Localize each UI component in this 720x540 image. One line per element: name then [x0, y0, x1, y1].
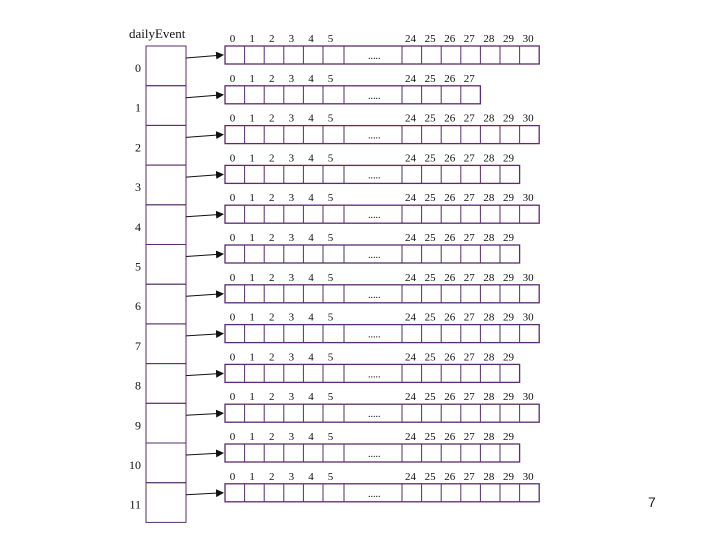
day-index-label: 26 — [444, 271, 456, 284]
day-index-label: 25 — [424, 33, 436, 45]
month-index-label: 10 — [129, 458, 141, 472]
day-index-label: 4 — [308, 351, 314, 364]
ellipsis-label: ..... — [368, 369, 381, 381]
daily-event-cell — [146, 165, 186, 205]
ellipsis-label: ..... — [368, 449, 381, 460]
pointer-arrow — [186, 95, 223, 98]
day-index-label: 3 — [288, 33, 295, 45]
slide-number: 7 — [648, 494, 656, 510]
day-index-label: 4 — [308, 232, 314, 244]
day-index-label: 5 — [327, 33, 334, 45]
day-index-label: 26 — [444, 72, 456, 85]
day-index-label: 28 — [483, 192, 495, 205]
day-index-label: 2 — [269, 152, 275, 165]
day-index-label: 1 — [249, 431, 255, 443]
month-array-row — [186, 232, 520, 263]
day-index-label: 1 — [249, 271, 255, 284]
day-index-label: 3 — [288, 192, 295, 205]
day-index-label: 3 — [288, 311, 295, 324]
day-index-label: 26 — [444, 431, 456, 443]
day-index-label: 5 — [327, 311, 334, 324]
day-index-label: 30 — [522, 192, 534, 205]
day-index-label: 1 — [249, 311, 255, 324]
day-index-label: 26 — [444, 33, 456, 45]
day-index-label: 30 — [522, 271, 534, 284]
pointer-arrow — [186, 373, 223, 375]
day-index-label: 24 — [405, 192, 416, 205]
day-index-label: 26 — [444, 311, 456, 324]
day-index-label: 29 — [503, 152, 514, 165]
daily-event-cell — [146, 284, 186, 324]
day-index-label: 2 — [269, 112, 275, 125]
month-array-box — [225, 86, 480, 104]
daily-event-cell — [146, 86, 186, 126]
pointer-arrow — [186, 294, 223, 296]
day-index-label: 4 — [308, 152, 314, 165]
day-index-label: 30 — [522, 33, 534, 45]
day-index-label: 24 — [405, 311, 416, 324]
month-index-label: 11 — [129, 497, 141, 512]
day-index-label: 0 — [229, 33, 236, 45]
month-index-label: 9 — [135, 418, 141, 433]
day-index-label: 24 — [405, 271, 416, 284]
day-index-label: 5 — [327, 391, 334, 404]
day-index-label: 24 — [405, 33, 416, 45]
day-index-label: 27 — [463, 112, 475, 125]
day-index-label: 4 — [308, 470, 314, 483]
day-index-label: 3 — [288, 232, 295, 244]
month-array-row — [186, 351, 520, 382]
day-index-label: 5 — [327, 152, 334, 165]
day-index-label: 0 — [229, 72, 236, 85]
month-index-label: 7 — [135, 338, 141, 353]
day-index-label: 29 — [503, 232, 514, 244]
day-index-label: 25 — [424, 152, 436, 165]
day-index-label: 28 — [483, 311, 495, 324]
day-index-label: 27 — [463, 431, 475, 443]
daily-event-cell — [146, 403, 186, 443]
day-index-label: 25 — [424, 112, 436, 125]
day-index-label: 30 — [522, 112, 534, 125]
daily-event-cell — [146, 46, 186, 86]
day-index-label: 4 — [308, 33, 314, 45]
day-index-label: 26 — [444, 192, 456, 205]
day-index-label: 1 — [249, 192, 255, 205]
month-index-label: 6 — [135, 299, 141, 314]
day-index-label: 28 — [483, 33, 495, 45]
day-index-label: 0 — [229, 112, 236, 125]
month-array-row — [186, 431, 520, 462]
day-index-label: 0 — [229, 470, 236, 483]
day-index-label: 4 — [308, 311, 314, 324]
month-index-label: 1 — [135, 100, 141, 115]
day-index-label: 29 — [503, 33, 514, 45]
month-array-box — [225, 205, 539, 223]
pointer-arrow — [186, 413, 223, 415]
day-index-label: 4 — [308, 431, 314, 443]
day-index-label: 5 — [327, 431, 334, 443]
day-index-label: 3 — [288, 152, 295, 165]
day-index-label: 24 — [405, 470, 416, 483]
day-index-label: 25 — [424, 470, 436, 483]
day-index-label: 27 — [463, 391, 475, 404]
day-index-label: 27 — [463, 72, 475, 85]
day-index-label: 0 — [229, 232, 236, 244]
ellipsis-label: ..... — [368, 488, 381, 500]
day-index-label: 28 — [483, 470, 495, 483]
day-index-label: 2 — [269, 311, 275, 324]
ellipsis-label: ..... — [368, 329, 381, 341]
month-index-label: 8 — [135, 378, 141, 393]
month-array-box — [225, 46, 539, 64]
day-index-label: 5 — [327, 271, 334, 284]
month-index-label: 4 — [135, 219, 141, 234]
month-index-label: 2 — [135, 140, 141, 155]
month-array-row — [186, 192, 539, 223]
day-index-label: 1 — [249, 33, 255, 45]
day-index-label: 28 — [483, 351, 495, 364]
array-label: dailyEvent — [129, 26, 186, 41]
day-index-label: 3 — [288, 431, 295, 443]
day-index-label: 2 — [269, 72, 275, 85]
day-index-label: 26 — [444, 112, 456, 125]
month-array-row — [186, 152, 520, 183]
day-index-label: 0 — [229, 351, 236, 364]
daily-event-cell — [146, 483, 186, 523]
daily-event-cell — [146, 245, 186, 285]
day-index-label: 29 — [503, 112, 514, 125]
day-index-label: 27 — [463, 470, 475, 483]
day-index-label: 25 — [424, 311, 436, 324]
day-index-label: 29 — [503, 351, 514, 364]
day-index-label: 3 — [288, 112, 295, 125]
month-arrays — [186, 33, 539, 502]
ellipsis-label: ..... — [368, 409, 381, 421]
day-index-label: 3 — [288, 391, 295, 404]
day-index-label: 24 — [405, 112, 416, 125]
day-index-label: 24 — [405, 152, 416, 165]
ellipsis-label: ..... — [368, 170, 381, 182]
day-index-label: 27 — [463, 232, 475, 244]
month-array-box — [225, 484, 539, 502]
daily-event-cell — [146, 205, 186, 245]
day-index-label: 0 — [229, 271, 236, 284]
day-index-label: 1 — [249, 112, 255, 125]
pointer-arrow — [186, 453, 223, 455]
month-array-row — [186, 471, 539, 502]
pointer-arrow — [186, 135, 223, 138]
day-index-label: 29 — [503, 391, 514, 404]
day-index-label: 5 — [327, 470, 334, 483]
month-array-box — [225, 126, 539, 144]
daily-event-cell — [146, 324, 186, 364]
day-index-label: 24 — [405, 431, 416, 443]
day-index-label: 24 — [405, 351, 416, 364]
day-index-label: 30 — [522, 311, 534, 324]
month-array-row — [186, 113, 539, 144]
ellipsis-label: ..... — [368, 210, 381, 222]
day-index-label: 25 — [424, 351, 436, 364]
day-index-label: 1 — [249, 152, 255, 165]
day-index-label: 25 — [424, 72, 436, 85]
day-index-label: 28 — [483, 271, 495, 284]
day-index-label: 28 — [483, 112, 495, 125]
day-index-label: 29 — [503, 311, 514, 324]
daily-event-array — [129, 46, 186, 522]
pointer-arrow — [186, 493, 223, 495]
day-index-label: 29 — [503, 431, 514, 443]
day-index-label: 1 — [249, 391, 255, 404]
day-index-label: 25 — [424, 271, 436, 284]
day-index-label: 28 — [483, 232, 495, 244]
pointer-arrow — [186, 254, 223, 257]
day-index-label: 25 — [424, 391, 436, 404]
day-index-label: 28 — [483, 152, 495, 165]
day-index-label: 30 — [522, 470, 534, 483]
day-index-label: 24 — [405, 232, 416, 244]
day-index-label: 24 — [405, 72, 416, 85]
day-index-label: 25 — [424, 232, 436, 244]
day-index-label: 2 — [269, 192, 275, 205]
daily-event-cell — [146, 364, 186, 404]
day-index-label: 29 — [503, 470, 514, 483]
ellipsis-label: ..... — [368, 90, 381, 102]
month-array-box — [225, 325, 539, 343]
day-index-label: 27 — [463, 192, 475, 205]
day-index-label: 1 — [249, 470, 255, 483]
day-index-label: 5 — [327, 351, 334, 364]
month-index-label: 3 — [135, 180, 141, 195]
month-array-row — [186, 272, 539, 303]
day-index-label: 2 — [269, 33, 275, 45]
day-index-label: 27 — [463, 152, 475, 165]
month-array-box — [225, 285, 539, 303]
day-index-label: 27 — [463, 33, 475, 45]
day-index-label: 30 — [522, 391, 534, 404]
day-index-label: 1 — [249, 232, 255, 244]
day-index-label: 2 — [269, 351, 275, 364]
day-index-label: 26 — [444, 152, 456, 165]
day-index-label: 0 — [229, 192, 236, 205]
day-index-label: 2 — [269, 391, 275, 404]
day-index-label: 28 — [483, 391, 495, 404]
day-index-label: 24 — [405, 391, 416, 404]
day-index-label: 4 — [308, 112, 314, 125]
day-index-label: 0 — [229, 311, 236, 324]
day-index-label: 27 — [463, 351, 475, 364]
day-index-label: 5 — [327, 232, 334, 244]
day-index-label: 29 — [503, 192, 514, 205]
day-index-label: 2 — [269, 271, 275, 284]
day-index-label: 5 — [327, 72, 334, 85]
day-index-label: 25 — [424, 431, 436, 443]
daily-event-cell — [146, 443, 186, 483]
day-index-label: 5 — [327, 112, 334, 125]
day-index-label: 4 — [308, 192, 314, 205]
ellipsis-label: ..... — [368, 51, 381, 62]
day-index-label: 3 — [288, 470, 295, 483]
day-index-label: 1 — [249, 72, 255, 85]
day-index-label: 26 — [444, 391, 456, 404]
day-index-label: 3 — [288, 72, 295, 85]
month-array-row — [186, 73, 480, 104]
day-index-label: 1 — [249, 351, 255, 364]
pointer-arrow — [186, 334, 223, 336]
ellipsis-label: ..... — [368, 250, 381, 261]
ellipsis-label: ..... — [368, 289, 381, 301]
day-index-label: 0 — [229, 152, 236, 165]
month-index-label: 5 — [135, 259, 141, 274]
ellipsis-label: ..... — [368, 130, 381, 142]
day-index-label: 26 — [444, 351, 456, 364]
month-array-row — [186, 391, 539, 422]
day-index-label: 27 — [463, 311, 475, 324]
pointer-arrow — [186, 214, 223, 217]
month-index-label: 0 — [135, 61, 141, 75]
day-index-label: 0 — [229, 391, 236, 404]
day-index-label: 2 — [269, 431, 275, 443]
day-index-label: 4 — [308, 391, 314, 404]
day-index-label: 3 — [288, 351, 295, 364]
day-index-label: 29 — [503, 271, 514, 284]
day-index-label: 2 — [269, 232, 275, 244]
day-index-label: 4 — [308, 72, 314, 85]
day-index-label: 4 — [308, 271, 314, 284]
day-index-label: 5 — [327, 192, 334, 205]
day-index-label: 27 — [463, 271, 475, 284]
daily-event-cell — [146, 125, 186, 165]
month-array-row — [186, 312, 539, 343]
pointer-arrow — [186, 55, 223, 58]
pointer-arrow — [186, 174, 223, 177]
day-index-label: 28 — [483, 431, 495, 443]
month-array-box — [225, 404, 539, 422]
month-array-row — [186, 33, 539, 64]
day-index-label: 0 — [229, 431, 236, 443]
day-index-label: 26 — [444, 232, 456, 244]
day-index-label: 2 — [269, 470, 275, 483]
day-index-label: 3 — [288, 271, 295, 284]
day-index-label: 25 — [424, 192, 436, 205]
day-index-label: 26 — [444, 470, 456, 483]
